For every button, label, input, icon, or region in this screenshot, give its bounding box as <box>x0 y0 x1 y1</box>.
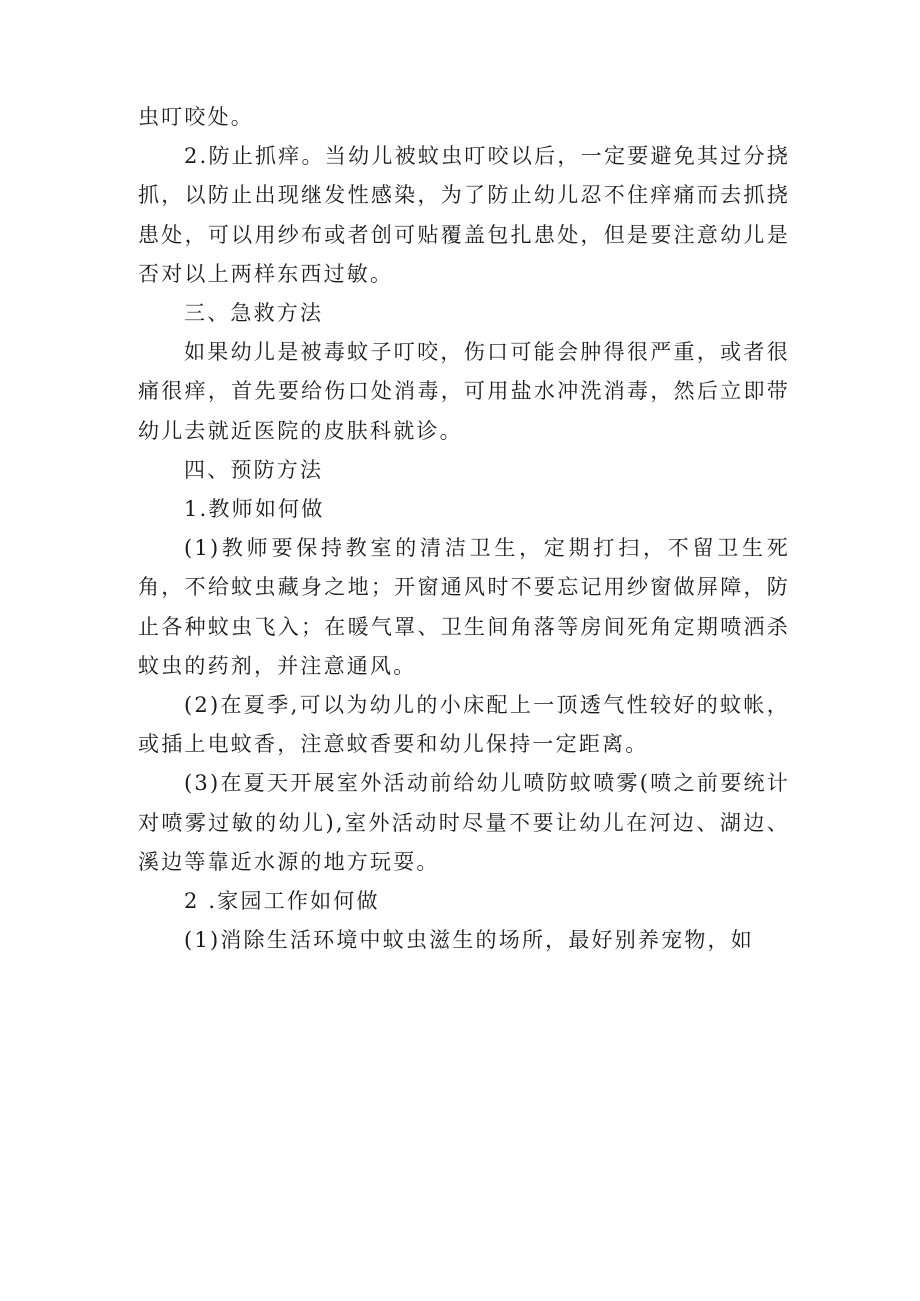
paragraph-first-aid: 如果幼儿是被毒蚊子叮咬，伤口可能会肿得很严重，或者很痛很痒，首先要给伤口处消毒，可用盐水冲洗消毒，然后立即带幼儿去就近医院的皮肤科就诊。 <box>138 340 790 443</box>
section-heading-first-aid: 三、急救方法 <box>184 301 324 326</box>
section-heading-prevention: 四、预防方法 <box>184 457 324 482</box>
subheading-teachers: 1.教师如何做 <box>184 497 325 522</box>
document-body <box>138 98 790 960</box>
paragraph-teachers-item-1: (1)教师要保持教室的清洁卫生，定期打扫，不留卫生死角，不给蚊虫藏身之地；开窗通风时不要忘记用纱窗做屏障，防止各种蚊虫飞入；在暖气罩、卫生间角落等房间死角定期喷洒杀蚊虫的药剂，并注意通风。 <box>138 536 790 678</box>
subheading-home-school: 2 .家园工作如何做 <box>184 889 380 914</box>
paragraph-teachers-item-3: (3)在夏天开展室外活动前给幼儿喷防蚊喷雾(喷之前要统计对喷雾过敏的幼儿),室外活动时尽量不要让幼儿在河边、湖边、溪边等靠近水源的地方玩耍。 <box>138 771 790 874</box>
paragraph-continuation: 虫叮咬处。 <box>138 105 254 129</box>
paragraph-prevent-scratching: 2.防止抓痒。当幼儿被蚊虫叮咬以后，一定要避免其过分挠抓，以防止出现继发性感染，为了防止幼儿忍不住痒痛而去抓挠患处，可以用纱布或者创可贴覆盖包扎患处，但是要注意幼儿是否对以上两样东西过敏。 <box>138 144 790 286</box>
paragraph-teachers-item-2: (2)在夏季,可以为幼儿的小床配上一顶透气性较好的蚊帐，或插上电蚊香，注意蚊香要和幼儿保持一定距离。 <box>138 693 790 757</box>
paragraph-home-item-1: (1)消除生活环境中蚊虫滋生的场所，最好别养宠物，如 <box>184 928 754 953</box>
